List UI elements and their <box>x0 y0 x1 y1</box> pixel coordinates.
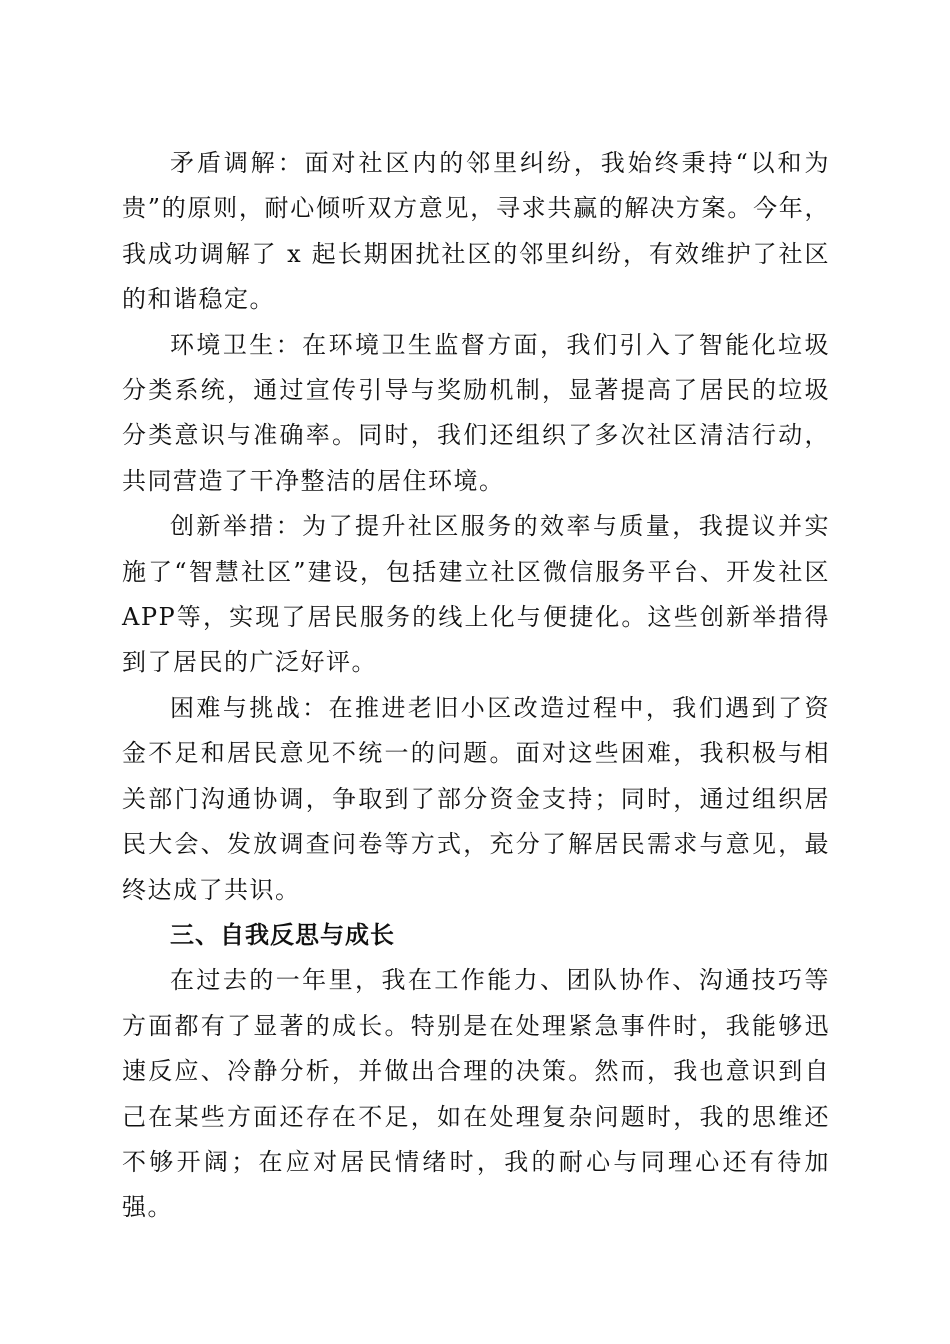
section-heading-self-reflection: 三、自我反思与成长 <box>170 920 395 949</box>
paragraph-difficulties-challenges: 困难与挑战：在推进老旧小区改造过程中，我们遇到了资金不足和居民意见不统一的问题。面对这些困难，我积极与相关部门沟通协调，争取到了部分资金支持；同时，通过组织居民大会、发放调查问卷等方式，充分了解居民需求与意见，最终达成了共识。 <box>122 693 830 904</box>
paragraph-conflict-mediation: 矛盾调解：面对社区内的邻里纠纷，我始终秉持“以和为贵”的原则，耐心倾听双方意见，寻求共赢的解决方案。今年，我成功调解了 x 起长期困扰社区的邻里纠纷，有效维护了社区的和谐稳定。 <box>122 149 830 314</box>
paragraph-environmental-sanitation: 环境卫生：在环境卫生监督方面，我们引入了智能化垃圾分类系统，通过宣传引导与奖励机制，显著提高了居民的垃圾分类意识与准确率。同时，我们还组织了多次社区清洁行动，共同营造了干净整洁的居住环境。 <box>122 330 830 495</box>
paragraph-self-reflection: 在过去的一年里，我在工作能力、团队协作、沟通技巧等方面都有了显著的成长。特别是在处理紧急事件时，我能够迅速反应、冷静分析，并做出合理的决策。然而，我也意识到自己在某些方面还存在不足，如在处理复杂问题时，我的思维还不够开阔；在应对居民情绪时，我的耐心与同理心还有待加强。 <box>122 966 830 1222</box>
document-body <box>122 141 830 1231</box>
paragraph-innovation-measures: 创新举措：为了提升社区服务的效率与质量，我提议并实施了“智慧社区”建设，包括建立社区微信服务平台、开发社区APP等，实现了居民服务的线上化与便捷化。这些创新举措得到了居民的广泛好评。 <box>122 512 830 677</box>
